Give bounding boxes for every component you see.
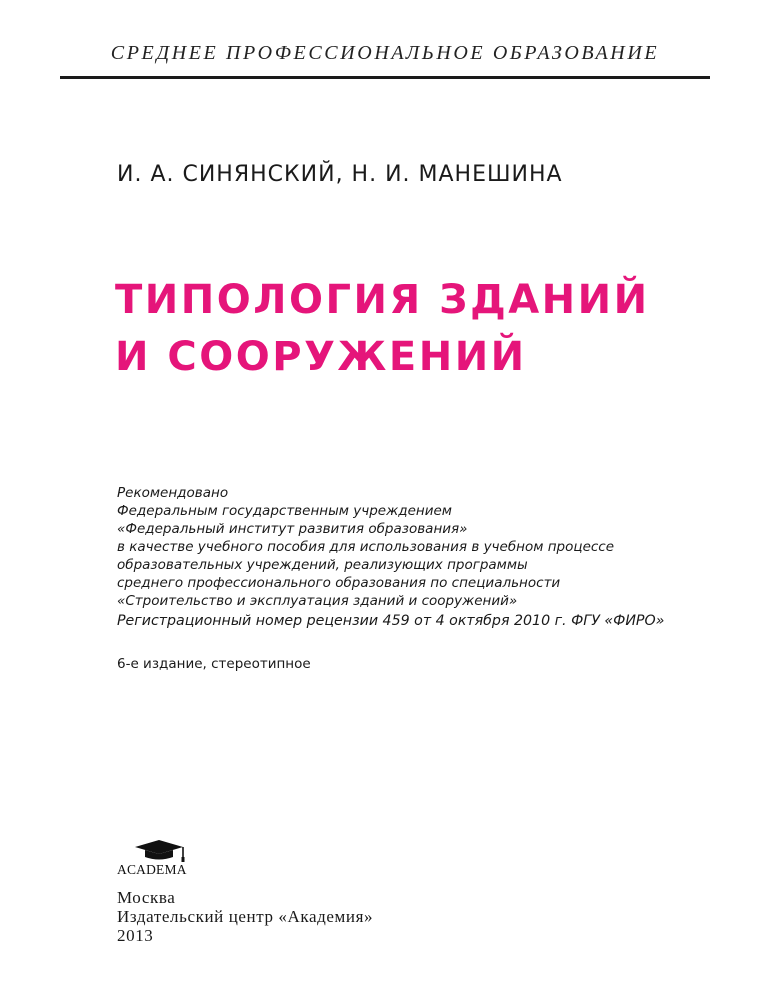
- authors: И. А. СИНЯНСКИЙ, Н. И. МАНЕШИНА: [117, 162, 563, 187]
- header-rule: [60, 76, 710, 79]
- recommendation-line: среднего профессионального образования по специальности: [117, 575, 561, 591]
- logo-text: ACADEMA: [117, 862, 187, 877]
- recommendation-line: «Федеральный институт развития образования»: [117, 521, 468, 537]
- series-title: СРЕДНЕЕ ПРОФЕССИОНАЛЬНОЕ ОБРАЗОВАНИЕ: [110, 42, 660, 64]
- registration-number: Регистрационный номер рецензии 459 от 4 октября 2010 г. ФГУ «ФИРО»: [117, 613, 665, 629]
- imprint: [117, 888, 373, 945]
- book-title-line-1: ТИПОЛОГИЯ ЗДАНИЙ: [115, 277, 650, 323]
- book-title-line-2: И СООРУЖЕНИЙ: [115, 334, 527, 380]
- recommendation: [117, 484, 717, 610]
- book-title: [115, 272, 715, 386]
- publication-year: 2013: [117, 926, 154, 945]
- publisher-name: Издательский центр «Академия»: [117, 907, 374, 926]
- publisher-logo: [117, 838, 207, 878]
- recommendation-line: «Строительство и эксплуатация зданий и сооружений»: [117, 593, 518, 609]
- publisher-city: Москва: [117, 888, 176, 907]
- recommendation-line: Федеральным государственным учреждением: [117, 503, 452, 519]
- recommendation-line: Рекомендовано: [117, 485, 229, 501]
- edition-note: 6-е издание, стереотипное: [117, 656, 311, 672]
- recommendation-line: образовательных учреждений, реализующих программы: [117, 557, 528, 573]
- recommendation-line: в качестве учебного пособия для использования в учебном процессе: [117, 539, 615, 555]
